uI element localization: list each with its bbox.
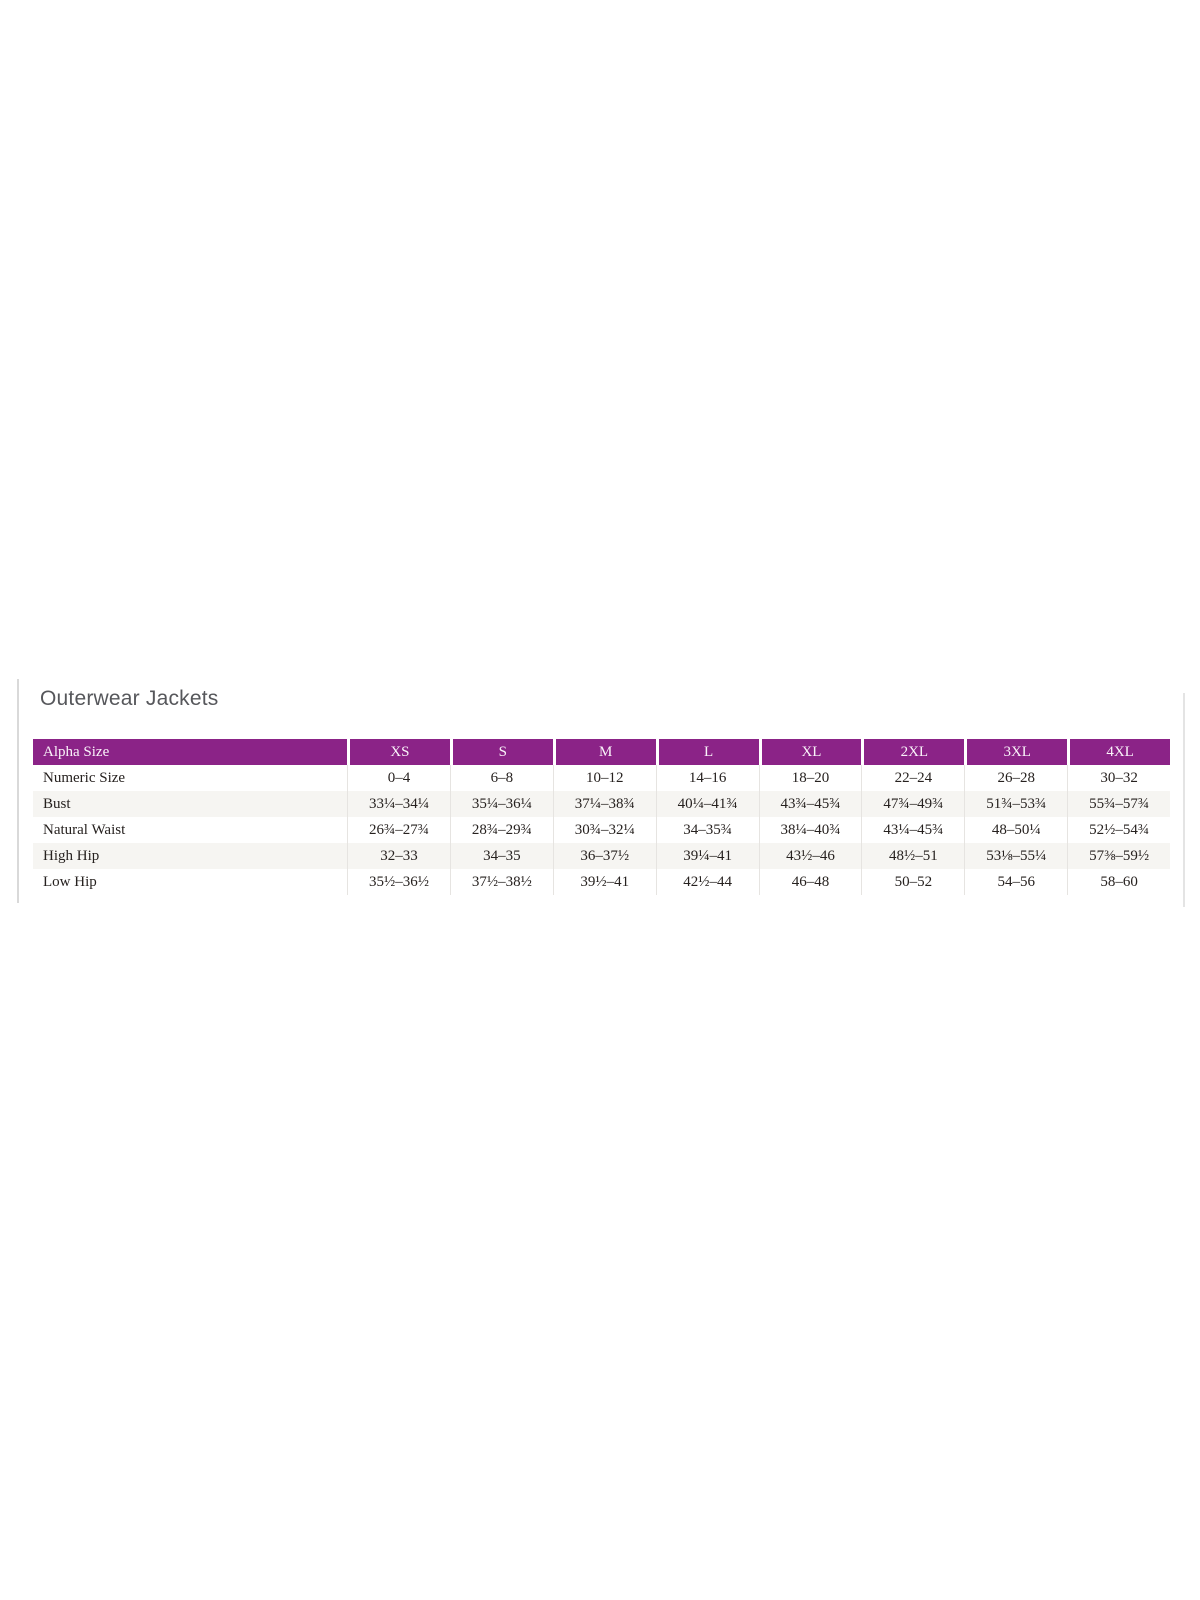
size-cell: 50–52 [861,869,964,895]
size-cell: 35¼–36¼ [450,791,553,817]
size-cell: 36–37½ [553,843,656,869]
size-cell: 35½–36½ [347,869,450,895]
size-cell: 30–32 [1067,765,1170,791]
size-cell: 6–8 [450,765,553,791]
size-cell: 43¾–45¾ [759,791,862,817]
size-cell: 18–20 [759,765,862,791]
column-header-3xl: 3XL [964,739,1067,765]
size-cell: 0–4 [347,765,450,791]
size-cell: 43¼–45¾ [861,817,964,843]
table-row-numeric-size [33,765,1170,791]
size-cell: 26¾–27¾ [347,817,450,843]
size-cell: 34–35 [450,843,553,869]
column-header-m: M [553,739,656,765]
size-cell: 32–33 [347,843,450,869]
size-cell: 47¾–49¾ [861,791,964,817]
row-label: High Hip [33,843,347,869]
table-row-bust [33,791,1170,817]
size-cell: 28¾–29¾ [450,817,553,843]
table-row-high-hip [33,843,1170,869]
alpha-size-header: Alpha Size [33,739,347,765]
column-header-xs: XS [347,739,450,765]
size-cell: 51¾–53¾ [964,791,1067,817]
table-row-low-hip [33,869,1170,895]
size-cell: 46–48 [759,869,862,895]
size-cell: 10–12 [553,765,656,791]
size-cell: 39¼–41 [656,843,759,869]
row-label: Bust [33,791,347,817]
size-cell: 26–28 [964,765,1067,791]
size-cell: 58–60 [1067,869,1170,895]
size-cell: 42½–44 [656,869,759,895]
column-header-s: S [450,739,553,765]
size-cell: 55¾–57¾ [1067,791,1170,817]
size-cell: 22–24 [861,765,964,791]
size-cell: 43½–46 [759,843,862,869]
size-cell: 48–50¼ [964,817,1067,843]
size-chart-table [33,739,1170,895]
size-cell: 37½–38½ [450,869,553,895]
column-header-2xl: 2XL [861,739,964,765]
size-cell: 33¼–34¼ [347,791,450,817]
size-cell: 30¾–32¼ [553,817,656,843]
row-label: Natural Waist [33,817,347,843]
size-cell: 37¼–38¾ [553,791,656,817]
size-cell: 53⅛–55¼ [964,843,1067,869]
size-cell: 57⅜–59½ [1067,843,1170,869]
column-header-4xl: 4XL [1067,739,1170,765]
size-cell: 39½–41 [553,869,656,895]
table-row-natural-waist [33,817,1170,843]
section-title: Outerwear Jackets [40,687,219,710]
size-cell: 40¼–41¾ [656,791,759,817]
size-cell: 14–16 [656,765,759,791]
size-chart-section [17,679,1179,903]
column-header-l: L [656,739,759,765]
size-cell: 54–56 [964,869,1067,895]
table-header-row [33,739,1170,765]
row-label: Numeric Size [33,765,347,791]
size-cell: 34–35¾ [656,817,759,843]
row-label: Low Hip [33,869,347,895]
column-header-xl: XL [759,739,862,765]
right-border-line [1183,693,1185,907]
size-cell: 48½–51 [861,843,964,869]
size-cell: 52½–54¾ [1067,817,1170,843]
size-cell: 38¼–40¾ [759,817,862,843]
